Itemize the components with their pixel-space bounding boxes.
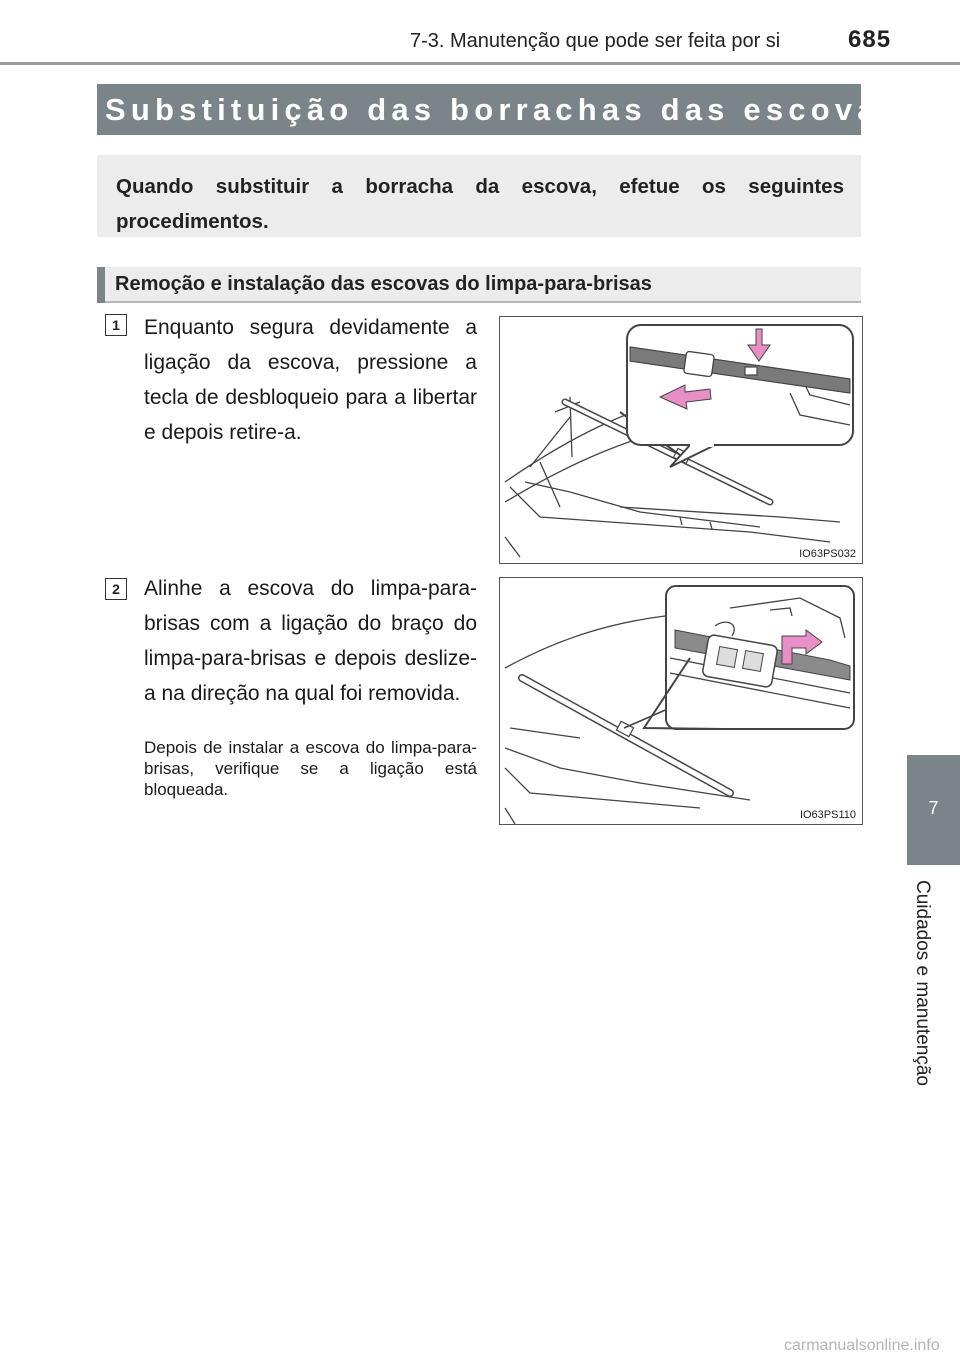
figure-1-code: IO63PS032 <box>799 548 856 560</box>
intro-text: Quando substituir a borracha da escova, efetue os seguintes procedimentos. <box>116 175 844 233</box>
wiper-installation-illustration <box>500 578 862 824</box>
step-number-1: 1 <box>105 314 127 336</box>
step-number-2: 2 <box>105 578 127 600</box>
chapter-tab <box>907 755 960 865</box>
subheading-accent <box>97 267 105 303</box>
header-divider <box>0 62 960 65</box>
step-2-text: Alinhe a escova do limpa-para-brisas com a ligação do braço do limpa-para-brisas e depois deslize-a na direção na qual foi removida. <box>144 577 477 705</box>
section-title: 7-3. Manutenção que pode ser feita por si <box>410 30 781 52</box>
chapter-number: 7 <box>928 798 939 818</box>
step-1-text: Enquanto segura devidamente a ligação da escova, pressione a tecla de desbloqueio para a libertar e depois retire-a. <box>144 316 477 444</box>
page-title: Substituição das borrachas das escovas <box>105 92 903 127</box>
figure-step-1 <box>499 316 863 564</box>
title-bar <box>97 84 903 135</box>
watermark: carmanualsonline.info <box>784 1337 940 1354</box>
intro-box <box>97 155 861 237</box>
subheading-text: Remoção e instalação das escovas do limpa-para-brisas <box>115 273 652 295</box>
wiper-removal-illustration <box>500 317 862 563</box>
figure-step-2 <box>499 577 863 825</box>
subheading-bar <box>97 267 861 303</box>
chapter-label: Cuidados e manutenção <box>912 880 933 1086</box>
step-2-note: Depois de instalar a escova do limpa-para-brisas, verifique se a ligação está bloqueada. <box>144 738 477 799</box>
figure-2-code: IO63PS110 <box>799 809 856 821</box>
page-number: 685 <box>848 26 892 53</box>
